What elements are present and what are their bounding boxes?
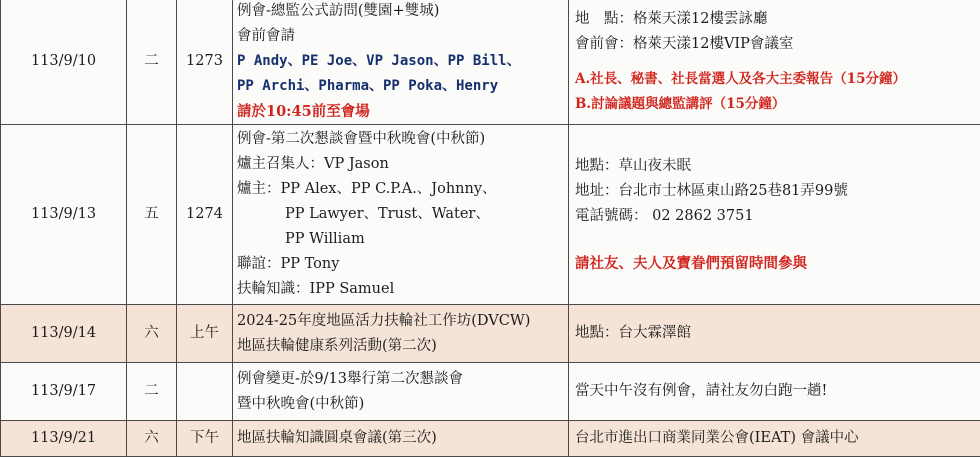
- time-of-day-cell: 下午: [177, 421, 233, 457]
- event-info-cell: [569, 0, 980, 125]
- phone-text: 電話號碼： 02 2862 3751: [575, 204, 980, 229]
- meeting-number-cell: [177, 363, 233, 421]
- event-info-cell: 當天中午沒有例會，請社友勿白跑一趟!: [569, 363, 980, 421]
- venue-text: 地點：草山夜未眠: [575, 154, 980, 179]
- event-description-cell: [233, 0, 569, 125]
- table-row: [1, 363, 980, 421]
- attendee-list: PP Archi、Pharma、PP Poka、Henry: [237, 74, 568, 99]
- table-row: [1, 421, 980, 457]
- date-cell: 113/9/17: [1, 363, 127, 421]
- pre-meeting-label: 會前會請: [237, 24, 568, 49]
- fellowship-text: 聯誼：PP Tony: [237, 252, 568, 277]
- weekday-cell: 二: [127, 363, 177, 421]
- event-description-cell: [233, 125, 569, 305]
- host-convener-text: 爐主召集人：VP Jason: [237, 152, 568, 177]
- event-description-cell: [233, 363, 569, 421]
- meeting-number-cell: 1274: [177, 125, 233, 305]
- hosts-text: 爐主：PP Alex、PP C.P.A.、Johnny、: [237, 177, 568, 202]
- arrival-notice: 請於10:45前至會場: [237, 99, 568, 124]
- event-title: 例會-第二次懇談會暨中秋晚會(中秋節): [237, 127, 568, 152]
- attendee-list: P Andy、PE Joe、VP Jason、PP Bill、: [237, 49, 568, 74]
- date-cell: 113/9/21: [1, 421, 127, 457]
- attendance-notice: 請社友、夫人及寶眷們預留時間參與: [575, 251, 980, 276]
- table-row: [1, 305, 980, 363]
- weekday-cell: 六: [127, 421, 177, 457]
- pre-meeting-venue-text: 會前會：格萊天漾12樓VIP會議室: [575, 32, 980, 57]
- date-cell: 113/9/13: [1, 125, 127, 305]
- event-subtitle: 暨中秋晚會(中秋節): [237, 392, 568, 417]
- event-description-cell: 地區扶輪知識圓桌會議(第三次): [233, 421, 569, 457]
- meeting-number-cell: 1273: [177, 0, 233, 125]
- hosts-text: PP William: [237, 227, 568, 252]
- agenda-item: B.討論議題與總監講評（15分鐘）: [575, 92, 980, 117]
- table-row: [1, 0, 980, 125]
- event-title: 2024-25年度地區活力扶輪社工作坊(DVCW): [237, 309, 568, 334]
- time-of-day-cell: 上午: [177, 305, 233, 363]
- weekday-cell: 五: [127, 125, 177, 305]
- hosts-text: PP Lawyer、Trust、Water、: [237, 202, 568, 227]
- table-row: [1, 125, 980, 305]
- event-title: 例會-總監公式訪問(雙園+雙城): [237, 0, 568, 24]
- weekday-cell: 六: [127, 305, 177, 363]
- rotary-knowledge-text: 扶輪知識：IPP Samuel: [237, 277, 568, 302]
- event-info-cell: [569, 125, 980, 305]
- event-description-cell: [233, 305, 569, 363]
- date-cell: 113/9/14: [1, 305, 127, 363]
- address-text: 地址：台北市士林區東山路25巷81弄99號: [575, 179, 980, 204]
- weekday-cell: 二: [127, 0, 177, 125]
- event-subtitle: 地區扶輪健康系列活動(第二次): [237, 334, 568, 359]
- venue-text: 地 點：格萊天漾12樓雲詠廳: [575, 7, 980, 32]
- agenda-item: A.社長、秘書、社長當選人及各大主委報告（15分鐘）: [575, 67, 980, 92]
- date-cell: 113/9/10: [1, 0, 127, 125]
- event-title: 例會變更-於9/13舉行第二次懇談會: [237, 367, 568, 392]
- event-info-cell: 台北市進出口商業同業公會(IEAT) 會議中心: [569, 421, 980, 457]
- event-info-cell: 地點：台大霖澤館: [569, 305, 980, 363]
